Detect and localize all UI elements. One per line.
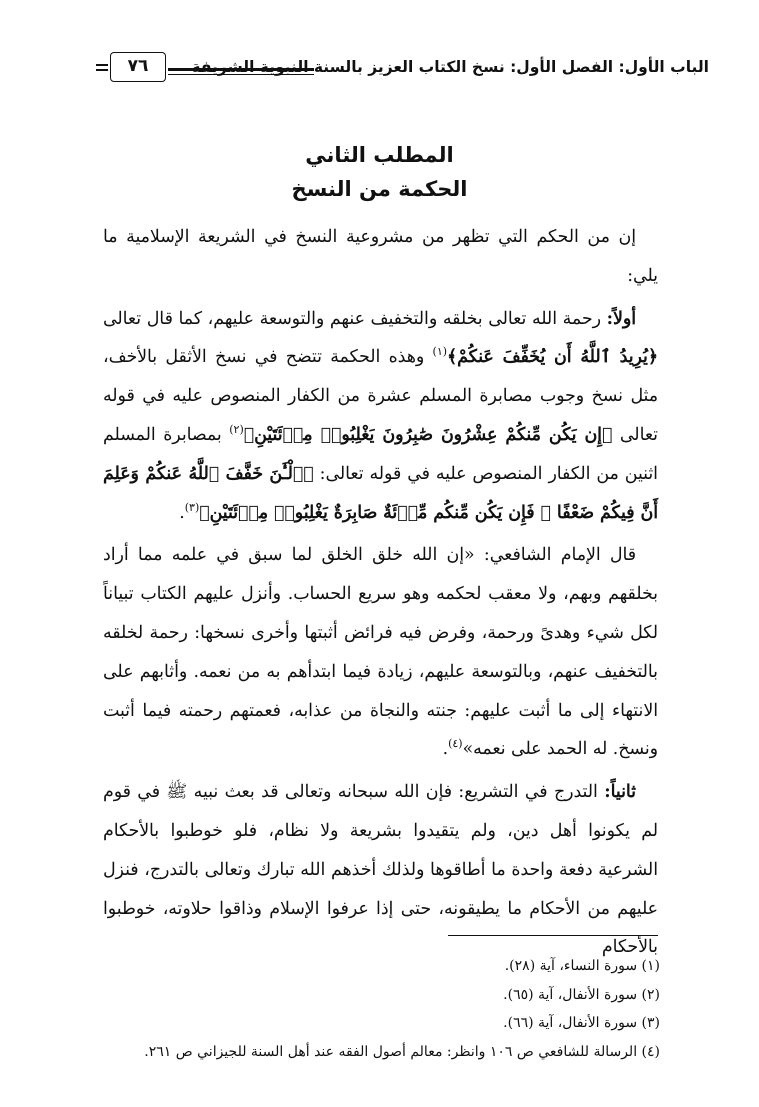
paragraph-text: . <box>179 502 185 523</box>
intro-paragraph: إن من الحكم التي تظهر من مشروعية النسخ في الشريعة الإسلامية ما يلي: <box>103 227 658 286</box>
footnote: (١) سورة النساء، آية (٢٨). <box>504 958 660 974</box>
header-ornament-icon <box>96 64 108 76</box>
section-title: المطلب الثاني <box>305 143 454 167</box>
running-title: الباب الأول: الفصل الأول: نسخ الكتاب العزيز بالسنة النبوية الشريفة <box>191 58 709 76</box>
paragraph-first-wisdom <box>103 300 658 533</box>
section-subtitle: الحكمة من النسخ <box>291 177 468 201</box>
footnote: (٢) سورة الأنفال، آية (٦٥). <box>503 986 660 1003</box>
first-label: أولاً: <box>606 308 636 329</box>
quran-verse: ﴿إِن يَكُن مِّنكُمْ عِشْرُونَ صَٰبِرُونَ يَغْلِبُوا۟ مِا۟ئَتَيْنِ﴾ <box>243 424 613 445</box>
quran-verse: ﴿يُرِيدُ ٱللَّهُ أَن يُخَفِّفَ عَنكُمْ﴾ <box>447 347 658 368</box>
footnote-ref: (٣) <box>184 500 200 514</box>
paragraph-text: التدرج في التشريع: فإن الله سبحانه وتعالى قد بعث نبيه ﷺ في قوم لم يكونوا أهل دين، ولم يتقيدوا بشريعة ولا نظام، فلو خوطبوا بالأحكام الشرعية دفعة واحدة ما أطاقوها ولذلك أخذهم الله تبارك وتعالى بالتدرج، فنزل عليهم من الأحكام ما يطيقونه، حتى إذا عرفوا الإسلام وذاقوا حلاوته، خوطبوا بالأحكام <box>103 782 658 958</box>
paragraph-second-wisdom <box>103 773 658 967</box>
running-header <box>96 56 709 92</box>
paragraph-shafii-quote <box>103 536 658 769</box>
footnote-ref: (١) <box>432 345 448 359</box>
footnote-separator <box>448 935 658 936</box>
footnote: (٤) الرسالة للشافعي ص ١٠٦ وانظر: معالم أصول الفقه عند أهل السنة للجيزاني ص ٢٦١. <box>144 1043 660 1060</box>
paragraph-text: . <box>442 739 449 760</box>
paragraph-text: وهذه الحكمة تتضح في نسخ الأثقل بالأخف، مثل نسخ وجوب مصابرة المسلم عشرة من الكفار المنصوص عليه في قوله تعالى <box>103 347 658 445</box>
page-number: ٧٦ <box>110 52 166 82</box>
header-rule-thick <box>168 68 314 71</box>
paragraph-text: قال الإمام الشافعي: «إن الله خلق الخلق لما سبق في علمه مما أراد بخلقهم وبهم، ولا معقب لحكمه وهو سريع الحساب. وأنزل عليهم الكتاب تبياناً لكل شيء وهدىً ورحمة، وفرض فيه فرائض أثبتها وأخرى نسخها: رحمة لخلقه بالتخفيف عنهم، وبالتوسعة عليهم، زيادة فيما ابتدأهم به من نعمه. وأثابهم على الانتهاء إلى ما أثبت عليهم: جنته والنجاة من عذابه، فعمتهم رحمته فيما أثبت ونسخ. له الحمد على نعمه» <box>103 545 658 760</box>
footnote: (٣) سورة الأنفال، آية (٦٦). <box>503 1015 660 1031</box>
footnote-ref: (٢) <box>229 423 244 437</box>
paragraph-text: رحمة الله تعالى بخلقه والتخفيف عنهم والتوسعة عليهم، كما قال تعالى <box>103 308 607 329</box>
header-rule-thin <box>168 74 314 75</box>
footnotes <box>144 952 660 1066</box>
footnote-ref: (٤) <box>448 737 463 751</box>
section-heading <box>0 138 759 206</box>
body-text <box>103 218 658 967</box>
quran-verse: ﴿ٱلْـَٰٔنَ خَفَّفَ ٱللَّهُ عَنكُمْ وَعَلِمَ أَنَّ فِيكُمْ ضَعْفًا ۚ فَإِن يَكُن مِّنكُم مِّا۟ئَةٌ صَابِرَةٌ يَغْلِبُوا۟ مِا۟ئَتَيْنِ﴾ <box>103 463 658 523</box>
paragraph-text: بمصابرة المسلم اثنين من الكفار المنصوص عليه في قوله تعالى: <box>103 424 658 484</box>
second-label: ثانياً: <box>604 782 636 803</box>
